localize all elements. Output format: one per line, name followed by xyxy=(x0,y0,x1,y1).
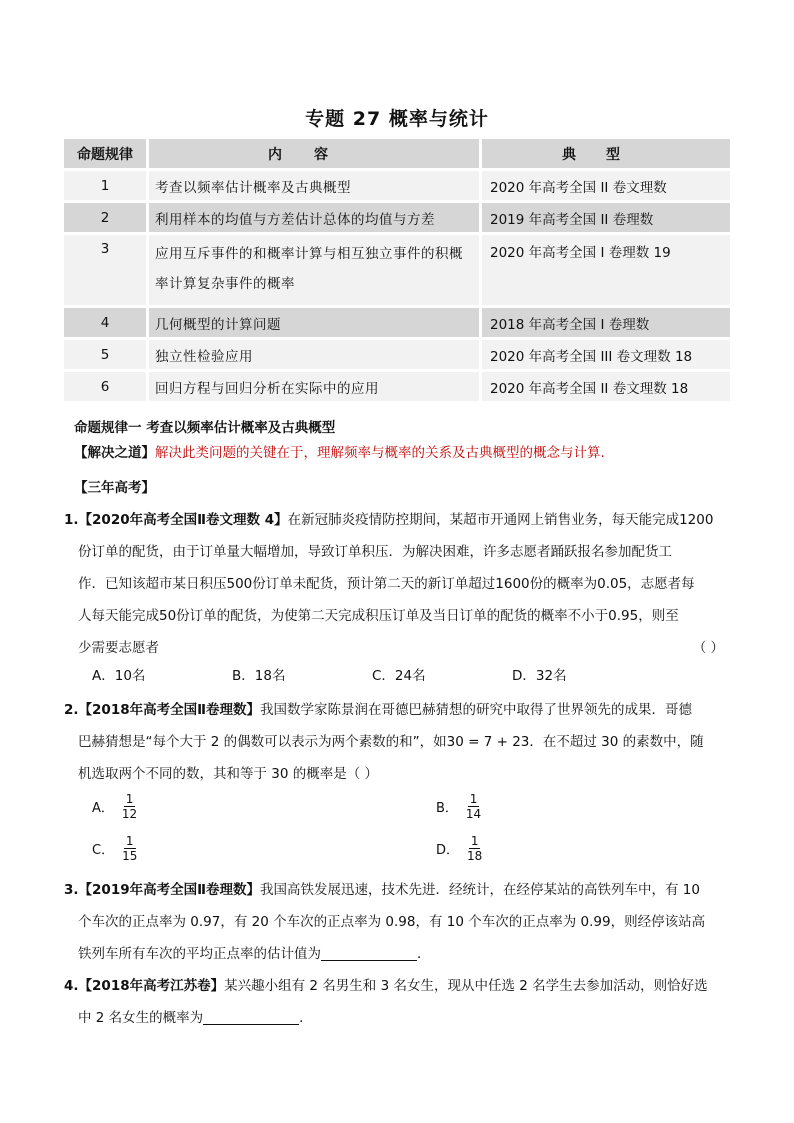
row-number: 5 xyxy=(64,340,149,369)
question-text: 我国高铁发展迅速，技术先进．经统计，在经停某站的高铁列车中，有 10 xyxy=(260,882,700,898)
question-source: 【2020年高考全国Ⅱ卷文理数 4】 xyxy=(78,512,288,528)
header-content: 内容 xyxy=(149,139,482,168)
table-row xyxy=(64,308,730,337)
rules-table xyxy=(64,136,730,404)
row-number: 6 xyxy=(64,372,149,401)
question-text: 作．已知该超市某日积压500份订单未配货，预计第二天的新订单超过1600份的概率为0.05，志愿者每 xyxy=(78,576,695,592)
method-tag: 【解决之道】 xyxy=(74,445,155,461)
numerator: 1 xyxy=(125,834,134,848)
row-typical: 2019 年高考全国 II 卷理数 xyxy=(482,203,730,232)
page-title: 专题 27 概率与统计 xyxy=(305,108,489,130)
row-typical: 2018 年高考全国 I 卷理数 xyxy=(482,308,730,337)
question-text: 中 2 名女生的概率为 xyxy=(78,1010,204,1026)
question-text: 个车次的正点率为 0.97，有 20 个车次的正点率为 0.98，有 10 个车次的正点率为 0.99，则经停该站高 xyxy=(78,914,706,930)
fraction xyxy=(466,792,481,821)
period: ． xyxy=(299,1010,313,1026)
question-text: 少需要志愿者 xyxy=(78,640,159,656)
question-text: 人每天能完成50份订单的配货，为使第二天完成积压订单及当日订单的配货的概率不小于0.95，则至 xyxy=(78,608,679,624)
question-text: 某兴趣小组有 2 名男生和 3 名女生，现从中任选 2 名学生去参加活动，则恰好选 xyxy=(224,978,708,994)
method-text: 解决此类问题的关键在于，理解频率与概率的关系及古典概型的概念与计算. xyxy=(155,445,605,461)
option-b[interactable]: B．18名 xyxy=(232,668,286,684)
question-text: 在新冠肺炎疫情防控期间，某超市开通网上销售业务，每天能完成1200 xyxy=(287,512,714,528)
period: ． xyxy=(417,946,431,962)
row-content: 利用样本的均值与方差估计总体的均值与方差 xyxy=(149,203,482,232)
option-label: C． xyxy=(92,843,115,858)
table-row xyxy=(64,372,730,401)
numerator: 1 xyxy=(125,792,134,806)
row-content: 回归方程与回归分析在实际中的应用 xyxy=(149,372,482,401)
question-source: 【2018年高考江苏卷】 xyxy=(78,978,225,994)
option-c[interactable] xyxy=(92,834,137,863)
fraction xyxy=(122,792,137,821)
row-content: 应用互斥事件的和概率计算与相互独立事件的积概率计算复杂事件的概率 xyxy=(149,235,482,305)
row-content: 考查以频率估计概率及古典概型 xyxy=(149,171,482,200)
option-label: A． xyxy=(92,801,114,816)
table-row xyxy=(64,203,730,232)
table-row xyxy=(64,340,730,369)
answer-blank[interactable] xyxy=(321,942,417,961)
question-source: 【2018年高考全国Ⅱ卷理数】 xyxy=(78,702,260,718)
numerator: 1 xyxy=(470,834,479,848)
row-content: 几何概型的计算问题 xyxy=(149,308,482,337)
row-number: 3 xyxy=(64,235,149,305)
option-a[interactable]: A．10名 xyxy=(92,668,146,684)
section-title: 命题规律一 考查以频率估计概率及古典概型 xyxy=(74,420,336,436)
header-rule: 命题规律 xyxy=(64,139,149,168)
row-typical: 2020 年高考全国 II 卷文理数 18 xyxy=(482,372,730,401)
denominator: 15 xyxy=(122,849,138,863)
question-1-options xyxy=(92,664,652,684)
row-typical: 2020 年高考全国 I 卷理数 19 xyxy=(482,235,730,305)
question-3 xyxy=(64,874,744,970)
denominator: 18 xyxy=(467,849,483,863)
header-typical: 典型 xyxy=(482,139,730,168)
question-2 xyxy=(64,694,744,790)
option-label: B． xyxy=(436,801,458,816)
question-4 xyxy=(64,970,744,1034)
option-label: D． xyxy=(436,843,460,858)
question-text: 巴赫猜想是“每个大于 2 的偶数可以表示为两个素数的和”，如30 = 7 + 23．在不超过 30 的素数中，随 xyxy=(78,734,704,750)
question-source: 【2019年高考全国Ⅱ卷理数】 xyxy=(78,882,260,898)
question-number: 1. xyxy=(64,512,79,528)
row-content: 独立性检验应用 xyxy=(149,340,482,369)
denominator: 14 xyxy=(465,807,482,821)
row-typical: 2020 年高考全国 II 卷文理数 xyxy=(482,171,730,200)
question-number: 4. xyxy=(64,978,79,994)
answer-paren: （ ） xyxy=(692,640,724,656)
answer-blank[interactable] xyxy=(203,1006,299,1025)
table-row xyxy=(64,235,730,305)
table-row xyxy=(64,171,730,200)
denominator: 12 xyxy=(121,807,138,821)
table-header-row xyxy=(64,139,730,168)
question-number: 3. xyxy=(64,882,79,898)
question-number: 2. xyxy=(64,702,79,718)
fraction xyxy=(122,834,137,863)
question-1 xyxy=(64,504,744,664)
three-years-heading: 【三年高考】 xyxy=(74,480,155,496)
option-d[interactable] xyxy=(436,834,482,863)
row-number: 4 xyxy=(64,308,149,337)
numerator: 1 xyxy=(469,792,478,806)
option-a[interactable] xyxy=(92,792,137,821)
row-typical: 2020 年高考全国 III 卷文理数 18 xyxy=(482,340,730,369)
method-note xyxy=(74,441,605,461)
option-b[interactable] xyxy=(436,792,481,821)
fraction xyxy=(467,834,482,863)
question-text: 份订单的配货，由于订单量大幅增加，导致订单积压．为解决困难，许多志愿者踊跃报名参加配货工 xyxy=(78,544,672,560)
row-number: 1 xyxy=(64,171,149,200)
option-d[interactable]: D．32名 xyxy=(512,668,567,684)
row-number: 2 xyxy=(64,203,149,232)
question-text: 我国数学家陈景润在哥德巴赫猜想的研究中取得了世界领先的成果．哥德 xyxy=(260,702,692,718)
question-text: 机选取两个不同的数，其和等于 30 的概率是（ ） xyxy=(78,766,379,782)
question-text: 铁列车所有车次的平均正点率的估计值为 xyxy=(78,946,321,962)
option-c[interactable]: C．24名 xyxy=(372,668,426,684)
